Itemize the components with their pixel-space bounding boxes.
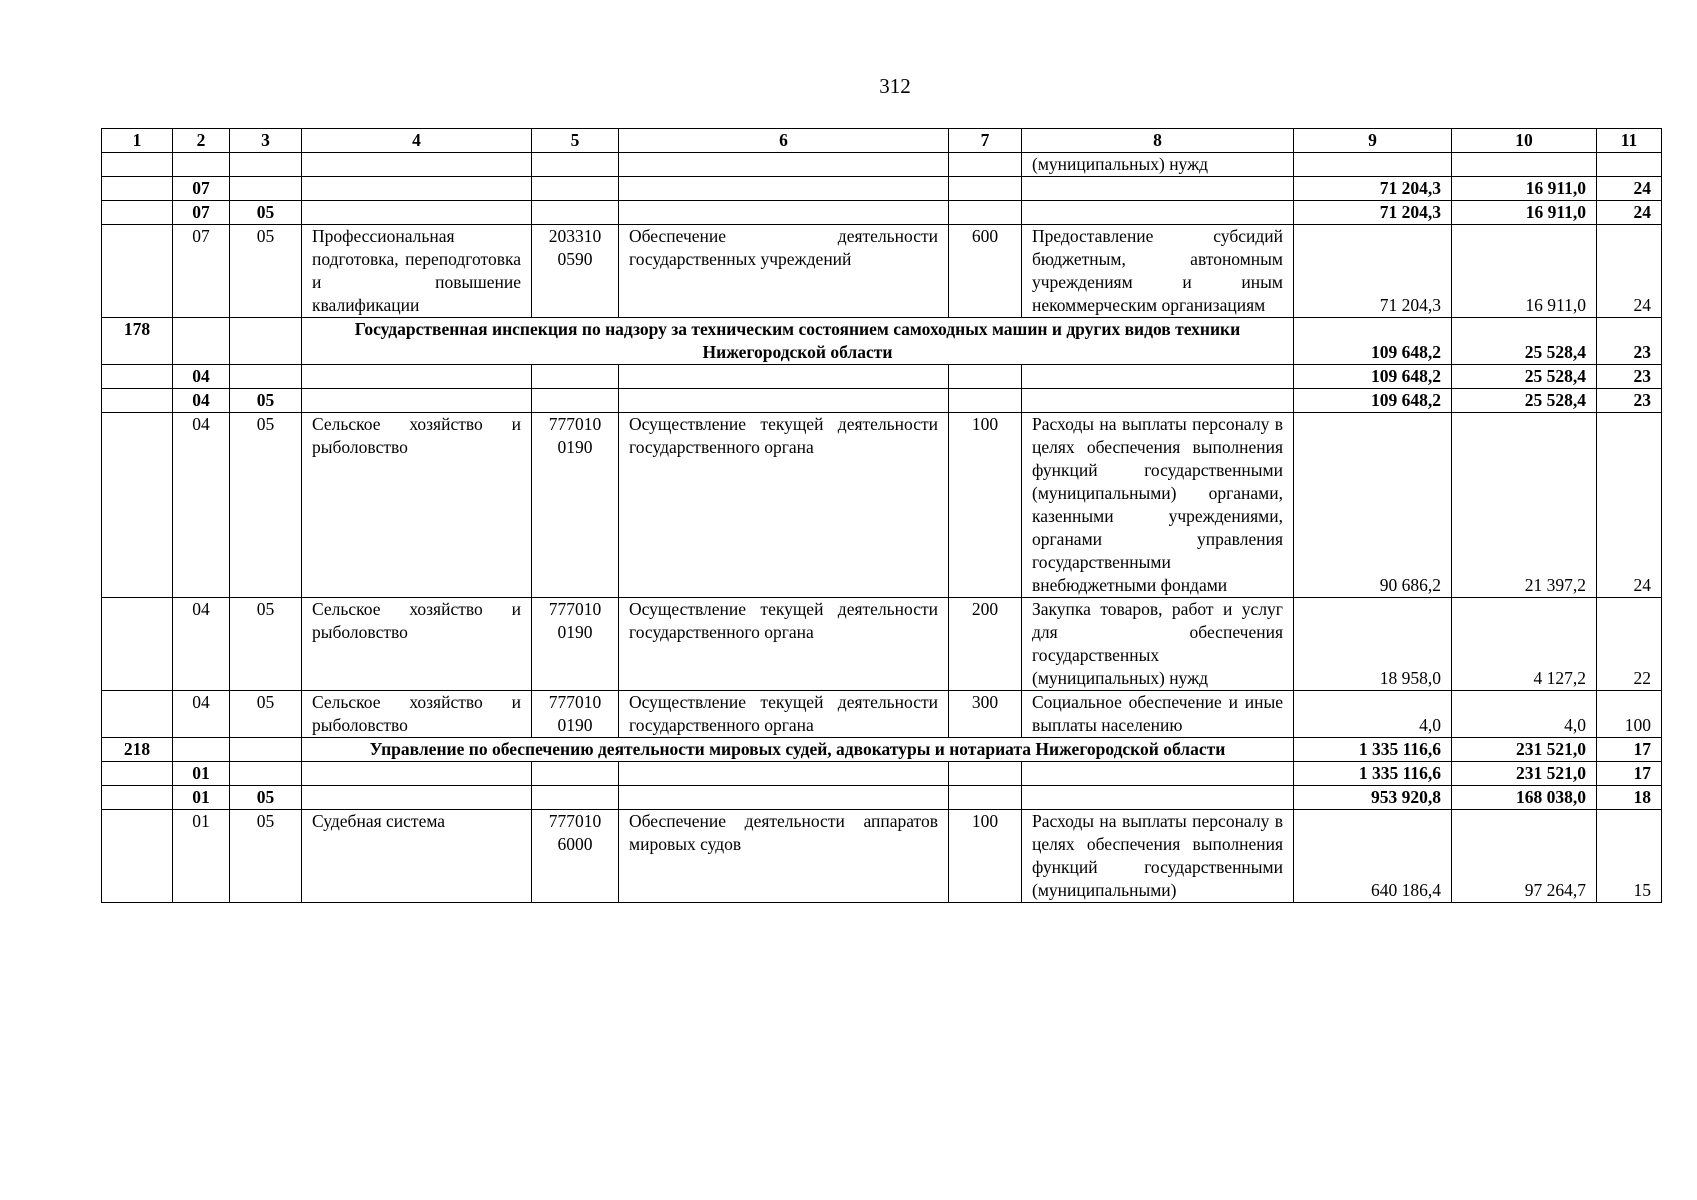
- cell-col8: [1022, 177, 1294, 201]
- organization-title: Государственная инспекция по надзору за техническим состоянием самоходных машин и других видов техники Нижегородской области: [302, 318, 1294, 365]
- table-row-subtotal: [102, 786, 1662, 810]
- cell-col5: [532, 365, 619, 389]
- column-header: 8: [1022, 129, 1294, 153]
- cell-col1: [102, 413, 173, 598]
- cell-col7: 100: [949, 413, 1022, 598]
- cell-col3: [230, 738, 302, 762]
- cell-col5: 777010 0190: [532, 598, 619, 691]
- table-row-subtotal: [102, 389, 1662, 413]
- cell-col6: [619, 762, 949, 786]
- cell-col1: 218: [102, 738, 173, 762]
- cell-col11: 23: [1597, 389, 1662, 413]
- cell-col2: 04: [173, 389, 230, 413]
- table-row: [102, 153, 1662, 177]
- cell-col9: 109 648,2: [1294, 365, 1452, 389]
- cell-col3: 05: [230, 786, 302, 810]
- cell-col11: 24: [1597, 413, 1662, 598]
- cell-col6: [619, 786, 949, 810]
- cell-col11: 23: [1597, 318, 1662, 365]
- cell-col7: 200: [949, 598, 1022, 691]
- cell-col7: [949, 762, 1022, 786]
- cell-col6: [619, 177, 949, 201]
- table-row-organization: [102, 738, 1662, 762]
- cell-col2: 07: [173, 225, 230, 318]
- cell-col3: [230, 177, 302, 201]
- cell-col11: [1597, 153, 1662, 177]
- cell-col3: 05: [230, 413, 302, 598]
- column-header: 4: [302, 129, 532, 153]
- cell-col10: 25 528,4: [1452, 318, 1597, 365]
- cell-col2: 01: [173, 762, 230, 786]
- cell-col3: [230, 153, 302, 177]
- cell-col4: [302, 786, 532, 810]
- cell-col5: [532, 153, 619, 177]
- cell-col6: Осуществление текущей деятельности государственного органа: [619, 598, 949, 691]
- cell-col5: [532, 786, 619, 810]
- table-body: [102, 153, 1662, 903]
- cell-col11: 15: [1597, 810, 1662, 903]
- cell-col8: Предоставление субсидий бюджетным, автономным учреждениям и иным некоммерческим организациям: [1022, 225, 1294, 318]
- cell-col10: 16 911,0: [1452, 201, 1597, 225]
- cell-col10: [1452, 153, 1597, 177]
- cell-col1: [102, 153, 173, 177]
- column-header: 10: [1452, 129, 1597, 153]
- cell-col8: Социальное обеспечение и иные выплаты населению: [1022, 691, 1294, 738]
- table-row-subtotal: [102, 365, 1662, 389]
- cell-col1: [102, 786, 173, 810]
- cell-col1: [102, 598, 173, 691]
- cell-col2: 04: [173, 598, 230, 691]
- page-number: 312: [879, 74, 911, 98]
- cell-col2: 07: [173, 177, 230, 201]
- cell-col2: [173, 153, 230, 177]
- cell-col2: 04: [173, 691, 230, 738]
- cell-col8: [1022, 365, 1294, 389]
- cell-col10: 97 264,7: [1452, 810, 1597, 903]
- table-row: [102, 598, 1662, 691]
- cell-col1: [102, 177, 173, 201]
- cell-col2: [173, 318, 230, 365]
- cell-col6: Осуществление текущей деятельности государственного органа: [619, 413, 949, 598]
- cell-col9: 1 335 116,6: [1294, 762, 1452, 786]
- cell-col7: [949, 389, 1022, 413]
- cell-col3: 05: [230, 225, 302, 318]
- cell-col10: 25 528,4: [1452, 365, 1597, 389]
- cell-col9: 640 186,4: [1294, 810, 1452, 903]
- cell-col9: 109 648,2: [1294, 389, 1452, 413]
- cell-col9: 71 204,3: [1294, 225, 1452, 318]
- cell-col5: 777010 0190: [532, 413, 619, 598]
- cell-col8: [1022, 786, 1294, 810]
- column-header: 11: [1597, 129, 1662, 153]
- cell-col8: Расходы на выплаты персоналу в целях обеспечения выполнения функций государственными (муниципальными): [1022, 810, 1294, 903]
- cell-col10: 4,0: [1452, 691, 1597, 738]
- cell-col5: 777010 6000: [532, 810, 619, 903]
- cell-col6: Осуществление текущей деятельности государственного органа: [619, 691, 949, 738]
- cell-col11: 24: [1597, 177, 1662, 201]
- cell-col4: Сельское хозяйство и рыболовство: [302, 598, 532, 691]
- cell-col8: Расходы на выплаты персоналу в целях обеспечения выполнения функций государственными (муниципальными) органами, казенными учреждениями, органами управления государственными внебюджетными фондами: [1022, 413, 1294, 598]
- column-header: 9: [1294, 129, 1452, 153]
- cell-col1: 178: [102, 318, 173, 365]
- cell-col4: Сельское хозяйство и рыболовство: [302, 691, 532, 738]
- table-row-organization: [102, 318, 1662, 365]
- cell-col9: 90 686,2: [1294, 413, 1452, 598]
- cell-col1: [102, 201, 173, 225]
- cell-col6: [619, 153, 949, 177]
- cell-col6: [619, 201, 949, 225]
- cell-col4: Судебная система: [302, 810, 532, 903]
- cell-col11: 23: [1597, 365, 1662, 389]
- cell-col4: [302, 177, 532, 201]
- cell-col1: [102, 365, 173, 389]
- table-row-subtotal: [102, 201, 1662, 225]
- cell-col11: 18: [1597, 786, 1662, 810]
- cell-col3: [230, 365, 302, 389]
- cell-col4: [302, 153, 532, 177]
- cell-col5: [532, 177, 619, 201]
- table-row: [102, 413, 1662, 598]
- cell-col1: [102, 762, 173, 786]
- cell-col6: Обеспечение деятельности аппаратов мировых судов: [619, 810, 949, 903]
- column-header: 5: [532, 129, 619, 153]
- cell-col3: 05: [230, 810, 302, 903]
- cell-col2: 01: [173, 810, 230, 903]
- cell-col3: 05: [230, 598, 302, 691]
- cell-col1: [102, 691, 173, 738]
- cell-col4: Профессиональная подготовка, переподготовка и повышение квалификации: [302, 225, 532, 318]
- cell-col2: [173, 738, 230, 762]
- cell-col7: [949, 201, 1022, 225]
- cell-col9: 4,0: [1294, 691, 1452, 738]
- cell-col11: 17: [1597, 762, 1662, 786]
- cell-col8: [1022, 762, 1294, 786]
- cell-col5: [532, 762, 619, 786]
- column-header: 3: [230, 129, 302, 153]
- organization-title: Управление по обеспечению деятельности мировых судей, адвокатуры и нотариата Нижегородской области: [302, 738, 1294, 762]
- cell-col6: [619, 389, 949, 413]
- column-header: 1: [102, 129, 173, 153]
- cell-col6: Обеспечение деятельности государственных учреждений: [619, 225, 949, 318]
- table-row: [102, 810, 1662, 903]
- cell-col4: [302, 365, 532, 389]
- cell-col6: [619, 365, 949, 389]
- cell-col5: [532, 389, 619, 413]
- cell-col10: 25 528,4: [1452, 389, 1597, 413]
- cell-col7: 600: [949, 225, 1022, 318]
- cell-col9: 953 920,8: [1294, 786, 1452, 810]
- cell-col9: 18 958,0: [1294, 598, 1452, 691]
- cell-col4: [302, 389, 532, 413]
- cell-col9: 1 335 116,6: [1294, 738, 1452, 762]
- cell-col4: Сельское хозяйство и рыболовство: [302, 413, 532, 598]
- cell-col9: 71 204,3: [1294, 177, 1452, 201]
- cell-col10: 21 397,2: [1452, 413, 1597, 598]
- cell-col3: 05: [230, 389, 302, 413]
- cell-col9: [1294, 153, 1452, 177]
- cell-col2: 04: [173, 413, 230, 598]
- cell-col11: 24: [1597, 225, 1662, 318]
- cell-col2: 04: [173, 365, 230, 389]
- budget-table: [101, 128, 1662, 903]
- cell-col7: [949, 786, 1022, 810]
- cell-col11: 100: [1597, 691, 1662, 738]
- cell-col3: [230, 318, 302, 365]
- cell-col7: [949, 177, 1022, 201]
- cell-col8: [1022, 389, 1294, 413]
- cell-col11: 24: [1597, 201, 1662, 225]
- cell-col7: [949, 365, 1022, 389]
- cell-col7: 300: [949, 691, 1022, 738]
- cell-col9: 109 648,2: [1294, 318, 1452, 365]
- cell-col3: 05: [230, 201, 302, 225]
- cell-col2: 07: [173, 201, 230, 225]
- cell-col10: 168 038,0: [1452, 786, 1597, 810]
- table-row-subtotal: [102, 762, 1662, 786]
- table-row: [102, 691, 1662, 738]
- cell-col8: (муниципальных) нужд: [1022, 153, 1294, 177]
- table-row: [102, 225, 1662, 318]
- cell-col1: [102, 810, 173, 903]
- cell-col1: [102, 225, 173, 318]
- cell-col10: 16 911,0: [1452, 225, 1597, 318]
- column-header: 6: [619, 129, 949, 153]
- cell-col10: 231 521,0: [1452, 762, 1597, 786]
- cell-col5: 777010 0190: [532, 691, 619, 738]
- cell-col3: [230, 762, 302, 786]
- cell-col7: 100: [949, 810, 1022, 903]
- column-header: 7: [949, 129, 1022, 153]
- cell-col2: 01: [173, 786, 230, 810]
- cell-col5: [532, 201, 619, 225]
- cell-col8: Закупка товаров, работ и услуг для обеспечения государственных (муниципальных) нужд: [1022, 598, 1294, 691]
- cell-col3: 05: [230, 691, 302, 738]
- cell-col10: 16 911,0: [1452, 177, 1597, 201]
- cell-col4: [302, 762, 532, 786]
- cell-col9: 71 204,3: [1294, 201, 1452, 225]
- cell-col10: 4 127,2: [1452, 598, 1597, 691]
- cell-col10: 231 521,0: [1452, 738, 1597, 762]
- cell-col11: 22: [1597, 598, 1662, 691]
- cell-col8: [1022, 201, 1294, 225]
- header-row: [102, 129, 1662, 153]
- cell-col1: [102, 389, 173, 413]
- cell-col5: 203310 0590: [532, 225, 619, 318]
- cell-col4: [302, 201, 532, 225]
- column-header: 2: [173, 129, 230, 153]
- table-row-subtotal: [102, 177, 1662, 201]
- cell-col7: [949, 153, 1022, 177]
- cell-col11: 17: [1597, 738, 1662, 762]
